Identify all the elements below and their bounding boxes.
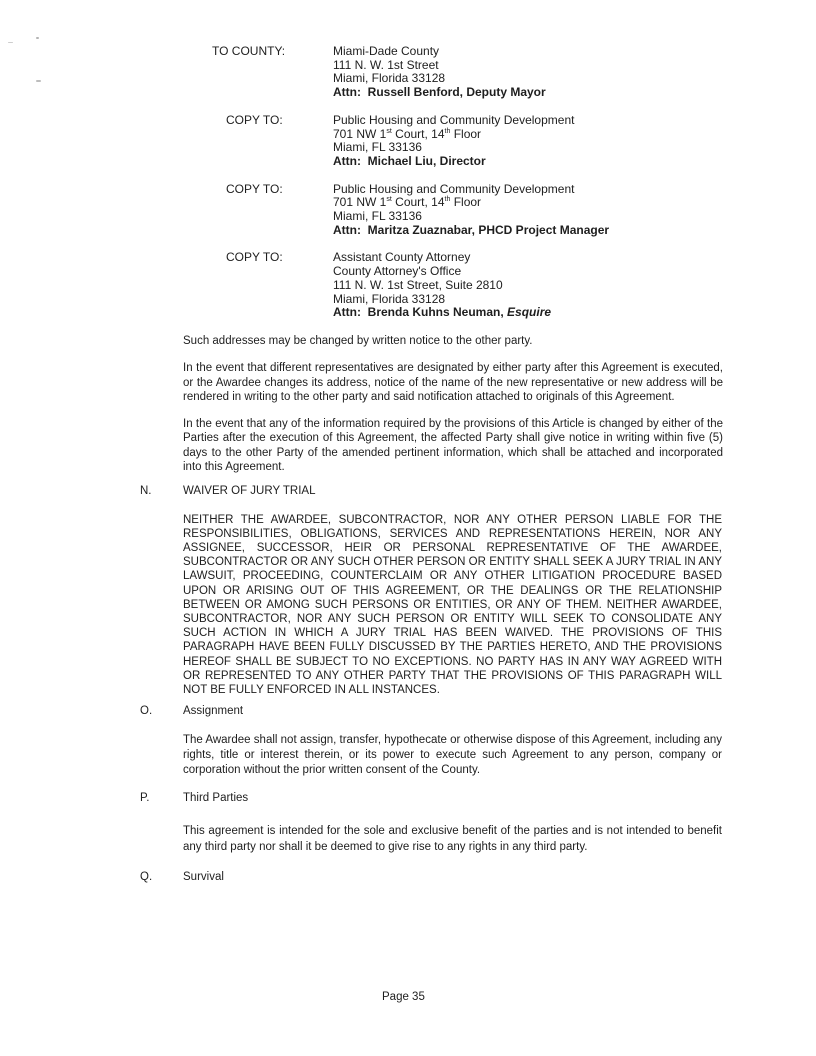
paragraph: In the event that different representatives are designated by either party after this Agreement is executed, or the Awardee changes its address, notice of the name of the new representative or new address will be rendered in writing to the other party and said notification attached to originals of this Agreement.	[183, 362, 723, 403]
notice-address-line	[333, 279, 551, 293]
text-segment: 701 NW 1	[333, 195, 387, 210]
notice-attn-line	[333, 86, 546, 100]
scan-speck	[36, 37, 39, 39]
page-footer: Page 35	[382, 991, 425, 1003]
text-segment: Attn: Maritza Zuaznabar, PHCD Project Manager	[333, 222, 610, 237]
paragraph: Such addresses may be changed by written notice to the other party.	[183, 334, 533, 347]
notice-list	[0, 45, 816, 320]
text-segment: Miami, Florida 33128	[333, 71, 446, 86]
notice-label: COPY TO:	[226, 250, 283, 265]
notice-row	[140, 45, 816, 100]
text-segment: Miami, Florida 33128	[333, 291, 446, 306]
notice-address-line	[333, 196, 609, 210]
section-letter: N.	[140, 485, 152, 498]
notice-address	[333, 183, 609, 238]
text-segment: Attn: Russell Benford, Deputy Mayor	[333, 85, 546, 100]
section-title: Survival	[183, 870, 224, 883]
text-segment: Attn: Brenda Kuhns Neuman,	[333, 305, 508, 320]
notice-address-line	[333, 45, 546, 59]
notice-address-line	[333, 114, 574, 128]
section-paragraph: This agreement is intended for the sole and exclusive benefit of the parties and is not intended to benefit any third party nor shall it be deemed to give rise to any rights in any third party.	[183, 824, 722, 853]
text-segment: 111 N. W. 1st Street, Suite 2810	[333, 277, 503, 292]
notice-address-line	[333, 128, 574, 142]
text-segment: Public Housing and Community Development	[333, 112, 575, 127]
section-header	[140, 791, 722, 805]
section-header	[140, 704, 722, 718]
notice-address-line	[333, 59, 546, 73]
section-title: Third Parties	[183, 791, 249, 804]
section-list	[140, 484, 722, 884]
text-segment: County Attorney's Office	[333, 264, 462, 279]
section-letter: Q.	[140, 870, 153, 883]
text-segment: th	[444, 196, 451, 204]
notice-label: COPY TO:	[226, 112, 283, 127]
notice-row	[140, 114, 816, 169]
section-header	[140, 484, 722, 498]
notice-address-line	[333, 141, 574, 155]
section-title: Assignment	[183, 705, 244, 718]
text-segment: Miami, FL 33136	[333, 140, 422, 155]
section-letter: P.	[140, 791, 150, 804]
section-title: WAIVER OF JURY TRIAL	[183, 485, 316, 498]
paragraph: In the event that any of the information required by the provisions of this Article is changed by either of the Parties after the execution of this Agreement, the affected Party shall give notice in writing within five (5) days to the other Party of the amended pertinent information, which shall be attached and incorporated into this Agreement.	[183, 418, 723, 474]
section	[140, 484, 722, 697]
notice-attn-line	[333, 306, 551, 320]
text-segment: Court, 14	[391, 195, 445, 210]
notice-row	[140, 251, 816, 320]
section	[140, 704, 722, 777]
section	[140, 870, 722, 884]
notice-label: COPY TO:	[226, 181, 283, 196]
text-segment: Court, 14	[391, 126, 445, 141]
notice-address-line	[333, 72, 546, 86]
notice-address-line	[333, 251, 551, 265]
text-segment: Miami-Dade County	[333, 44, 440, 58]
notice-address-line	[333, 265, 551, 279]
notice-address-line	[333, 210, 609, 224]
notice-address	[333, 114, 574, 169]
text-segment: Floor	[450, 195, 482, 210]
section-header	[140, 870, 722, 884]
section	[140, 791, 722, 855]
section-letter: O.	[140, 705, 153, 718]
intro-paragraphs	[183, 334, 723, 474]
scan-speck	[8, 42, 13, 43]
text-segment: Attn: Michael Liu, Director	[333, 153, 486, 168]
text-segment: Esquire	[507, 305, 552, 320]
notice-row	[140, 183, 816, 238]
text-segment: Public Housing and Community Development	[333, 181, 575, 196]
notice-address	[333, 45, 546, 100]
notice-address-line	[333, 183, 609, 197]
notice-address-line	[333, 293, 551, 307]
notice-attn-line	[333, 155, 574, 169]
notice-attn-line	[333, 224, 609, 238]
text-segment: th	[444, 127, 451, 135]
text-segment: Assistant County Attorney	[333, 250, 471, 265]
notice-address	[333, 251, 551, 320]
text-segment: Floor	[450, 126, 482, 141]
scan-speck	[36, 80, 41, 82]
notice-label: TO COUNTY:	[212, 44, 286, 58]
text-segment: Miami, FL 33136	[333, 209, 422, 224]
text-segment: 111 N. W. 1st Street	[333, 57, 439, 72]
section-paragraph: The Awardee shall not assign, transfer, hypothecate or otherwise dispose of this Agreement, including any rights, title or interest therein, or its power to execute such Agreement to any person, company or corporation without the prior written consent of the County.	[183, 733, 722, 776]
section-paragraph: NEITHER THE AWARDEE, SUBCONTRACTOR, NOR ANY OTHER PERSON LIABLE FOR THE RESPONSIBILITIES, OBLIGATIONS, SERVICES AND REPRESENTATIONS HEREIN, NOR ANY ASSIGNEE, SUCCESSOR, HEIR OR PERSONAL REPRESENTATIVE OF THE AWARDEE, SUBCONTRACTOR OR ANY SUCH OTHER PERSON OR ENTITY SHALL SEEK A JURY TRIAL IN ANY LAWSUIT, PROCEEDING, COUNTERCLAIM OR ANY OTHER LITIGATION PROCEDURE BASED UPON OR ARISING OUT OF THIS AGREEMENT, OR THE DEALINGS OR THE RELATIONSHIP BETWEEN OR AMONG SUCH PERSONS OR ENTITIES, OR ANY OF THEM. NEITHER AWARDEE, SUBCONTRACTOR, NOR ANY SUCH PERSON OR ENTITY WILL SEEK TO CONSOLIDATE ANY SUCH ACTION IN WHICH A JURY TRIAL HAS BEEN WAIVED. THE PROVISIONS OF THIS PARAGRAPH HAVE BEEN FULLY DISCUSSED BY THE PARTIES HERETO, AND THE PROVISIONS HEREOF SHALL BE SUBJECT TO NO EXCEPTIONS. NO PARTY HAS IN ANY WAY AGREED WITH OR REPRESENTED TO ANY OTHER PARTY THAT THE PROVISIONS OF THIS PARAGRAPH WILL NOT BE FULLY ENFORCED IN ALL INSTANCES.	[183, 513, 722, 697]
text-segment: st	[386, 127, 392, 135]
text-segment: st	[386, 196, 392, 204]
text-segment: 701 NW 1	[333, 126, 387, 141]
